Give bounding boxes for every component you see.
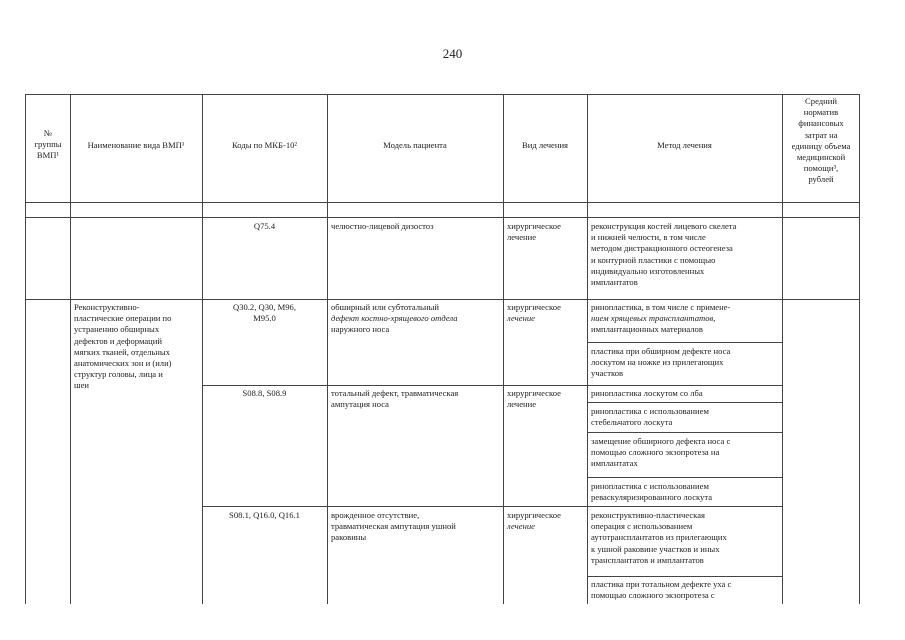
method-divider — [587, 402, 782, 403]
vmp-table — [25, 94, 860, 604]
header-treatment-type: Вид лечения — [521, 140, 569, 150]
method-divider — [587, 432, 782, 433]
method-divider — [587, 576, 782, 577]
cell-codes: Q75.4 — [253, 221, 276, 231]
header-treatment-method: Метод лечения — [657, 140, 712, 150]
row-divider — [202, 385, 782, 386]
column-divider — [503, 94, 504, 604]
table-left-border — [25, 94, 26, 604]
column-divider — [587, 94, 588, 604]
cell-treatment-type: хирургическое лечение — [507, 221, 561, 243]
cell-treatment-method: ринопластика, в том числе с примене- нием хрящевых трансплантатов, имплантационных материалов — [591, 302, 731, 335]
cell-treatment-method: ринопластика лоскутом со лба — [591, 388, 703, 398]
cell-vmp-name: Реконструктивно- пластические операции по устранению обширных дефектов и деформаций мягких тканей, отдельных анатомических зон и (или) структур головы, лица и шеи — [74, 302, 172, 391]
header-group-number: № группы ВМП¹ — [34, 128, 62, 161]
cell-patient-model: обширный или субтотальный дефект костно-хрящевого отдела наружного носа — [331, 302, 458, 335]
method-divider — [587, 477, 782, 478]
cell-treatment-method: реконструкция костей лицевого скелета и нижней челюсти, в том числе методом дистракционного остеогенеза и контурной пластики с помощью индивидуально изготовленных имплантатов — [591, 221, 737, 288]
header-patient-model: Модель пациента — [383, 140, 447, 150]
cell-codes: S08.8, S08.9 — [242, 388, 287, 398]
cell-codes: Q30.2, Q30, M96, M95.0 — [232, 302, 297, 324]
column-divider — [327, 94, 328, 604]
row-divider — [25, 299, 860, 300]
cell-codes: S08.1, Q16.0, Q16.1 — [229, 510, 300, 520]
cell-patient-model: тотальный дефект, травматическая ампутация носа — [331, 388, 459, 410]
cell-treatment-type: хирургическое лечение — [507, 388, 561, 410]
column-divider — [782, 94, 783, 604]
cell-treatment-method: реконструктивно-пластическая операция с использованием аутотрансплантатов из прилегающих к ушной раковине участков и иных трансплантатов и имплантатов — [591, 510, 727, 565]
header-spacer-border — [25, 217, 860, 218]
header-bottom-border — [25, 202, 860, 203]
column-divider — [202, 94, 203, 604]
cell-patient-model: челюстно-лицевой дизостоз — [331, 221, 434, 231]
header-average-cost: Средний норматив финансовых затрат на единицу объема медицинской помощи³, рублей — [791, 96, 851, 185]
cell-treatment-method: пластика при тотальном дефекте уха с помощью сложного экзопротеза с — [591, 579, 732, 601]
page-number: 240 — [442, 46, 463, 61]
table-right-border — [859, 94, 860, 604]
header-icd-codes: Коды по МКБ-10² — [231, 140, 298, 150]
cell-treatment-method: ринопластика с использованием реваскуляризированного лоскута — [591, 481, 713, 503]
row-divider — [202, 506, 782, 507]
cell-treatment-type: хирургическое лечение — [507, 510, 561, 532]
cell-treatment-method: пластика при обширном дефекте носа лоскутом на ножке из прилегающих участков — [591, 346, 731, 379]
cell-treatment-method: ринопластика с использованием стебельчатого лоскута — [591, 406, 709, 428]
cell-treatment-type: хирургическое лечение — [507, 302, 561, 324]
method-divider — [587, 342, 782, 343]
cell-patient-model: врожденное отсутствие, травматическая ампутация ушной раковины — [331, 510, 456, 543]
header-vmp-name: Наименование вида ВМП¹ — [87, 140, 185, 150]
cell-treatment-method: замещение обширного дефекта носа с помощью сложного экзопротеза на имплантатах — [591, 436, 731, 469]
column-divider — [70, 94, 71, 604]
table-top-border — [25, 94, 860, 95]
